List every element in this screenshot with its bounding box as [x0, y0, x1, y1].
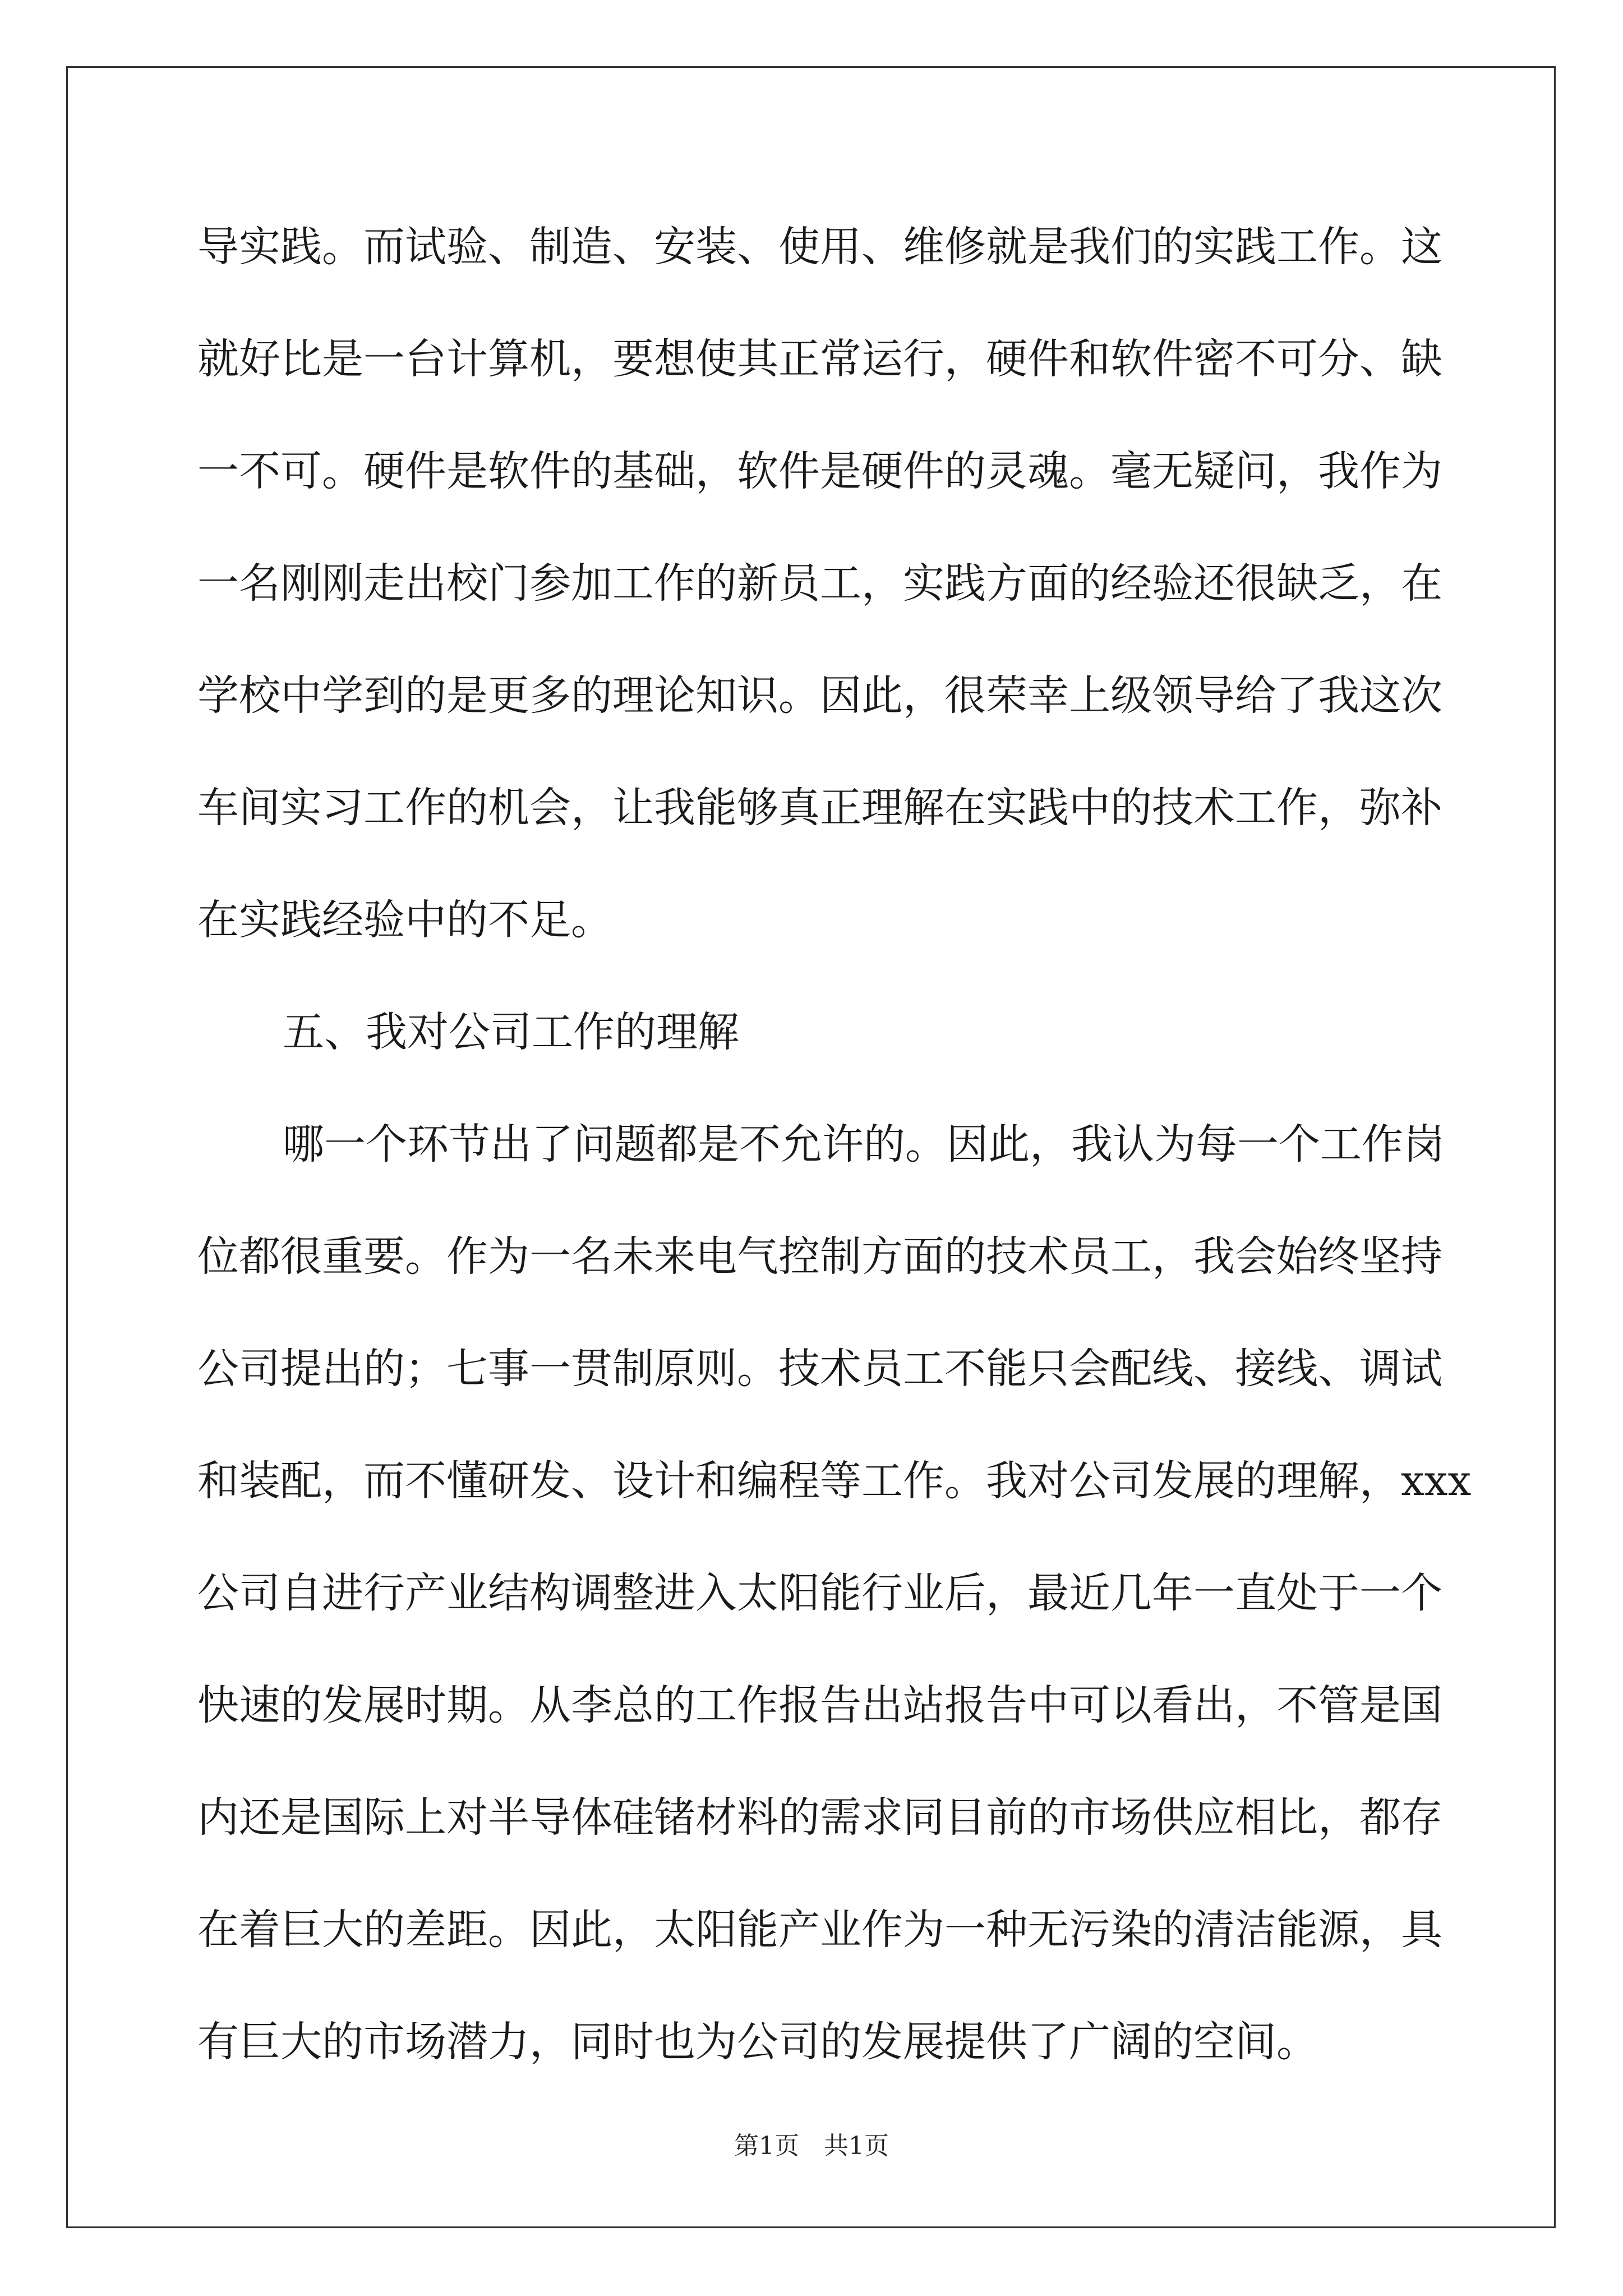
paragraph-line: 快速的发展时期。从李总的工作报告出站报告中可以看出，不管是国 [197, 1681, 1442, 1729]
paragraph-line: 一不可。硬件是软件的基础，软件是硬件的灵魂。毫无疑问，我作为 [197, 447, 1442, 495]
paragraph-line: 位都很重要。作为一名未来电气控制方面的技术员工，我会始终坚持 [197, 1232, 1442, 1281]
paragraph-line: 公司自进行产业结构调整进入太阳能行业后，最近几年一直处于一个 [197, 1569, 1442, 1617]
paragraph-line: 导实践。而试验、制造、安装、使用、维修就是我们的实践工作。这 [197, 223, 1442, 271]
paragraph-line: 哪一个环节出了问题都是不允许的。因此，我认为每一个工作岗 [283, 1120, 1445, 1168]
paragraph-line: 和装配，而不懂研发、设计和编程等工作。我对公司发展的理解，xxx [197, 1457, 1472, 1505]
section-heading: 五、我对公司工作的理解 [283, 1008, 739, 1056]
paragraph-line: 在实践经验中的不足。 [197, 896, 612, 944]
paragraph-line: 内还是国际上对半导体硅锗材料的需求同目前的市场供应相比，都存 [197, 1793, 1442, 1842]
paragraph-line: 公司提出的；七事一贯制原则。技术员工不能只会配线、接线、调试 [197, 1345, 1442, 1393]
paragraph-line: 就好比是一台计算机，要想使其正常运行，硬件和软件密不可分、缺 [197, 335, 1442, 383]
paragraph-line: 车间实习工作的机会，让我能够真正理解在实践中的技术工作，弥补 [197, 784, 1442, 832]
paragraph-line: 一名刚刚走出校门参加工作的新员工，实践方面的经验还很缺乏，在 [197, 559, 1442, 608]
page-footer: 第1页 共1页 [734, 2132, 889, 2160]
paragraph-line: 在着巨大的差距。因此，太阳能产业作为一种无污染的清洁能源，具 [197, 1906, 1442, 1954]
paragraph-line: 有巨大的市场潜力，同时也为公司的发展提供了广阔的空间。 [197, 2018, 1318, 2066]
paragraph-line: 学校中学到的是更多的理论知识。因此，很荣幸上级领导给了我这次 [197, 671, 1442, 720]
